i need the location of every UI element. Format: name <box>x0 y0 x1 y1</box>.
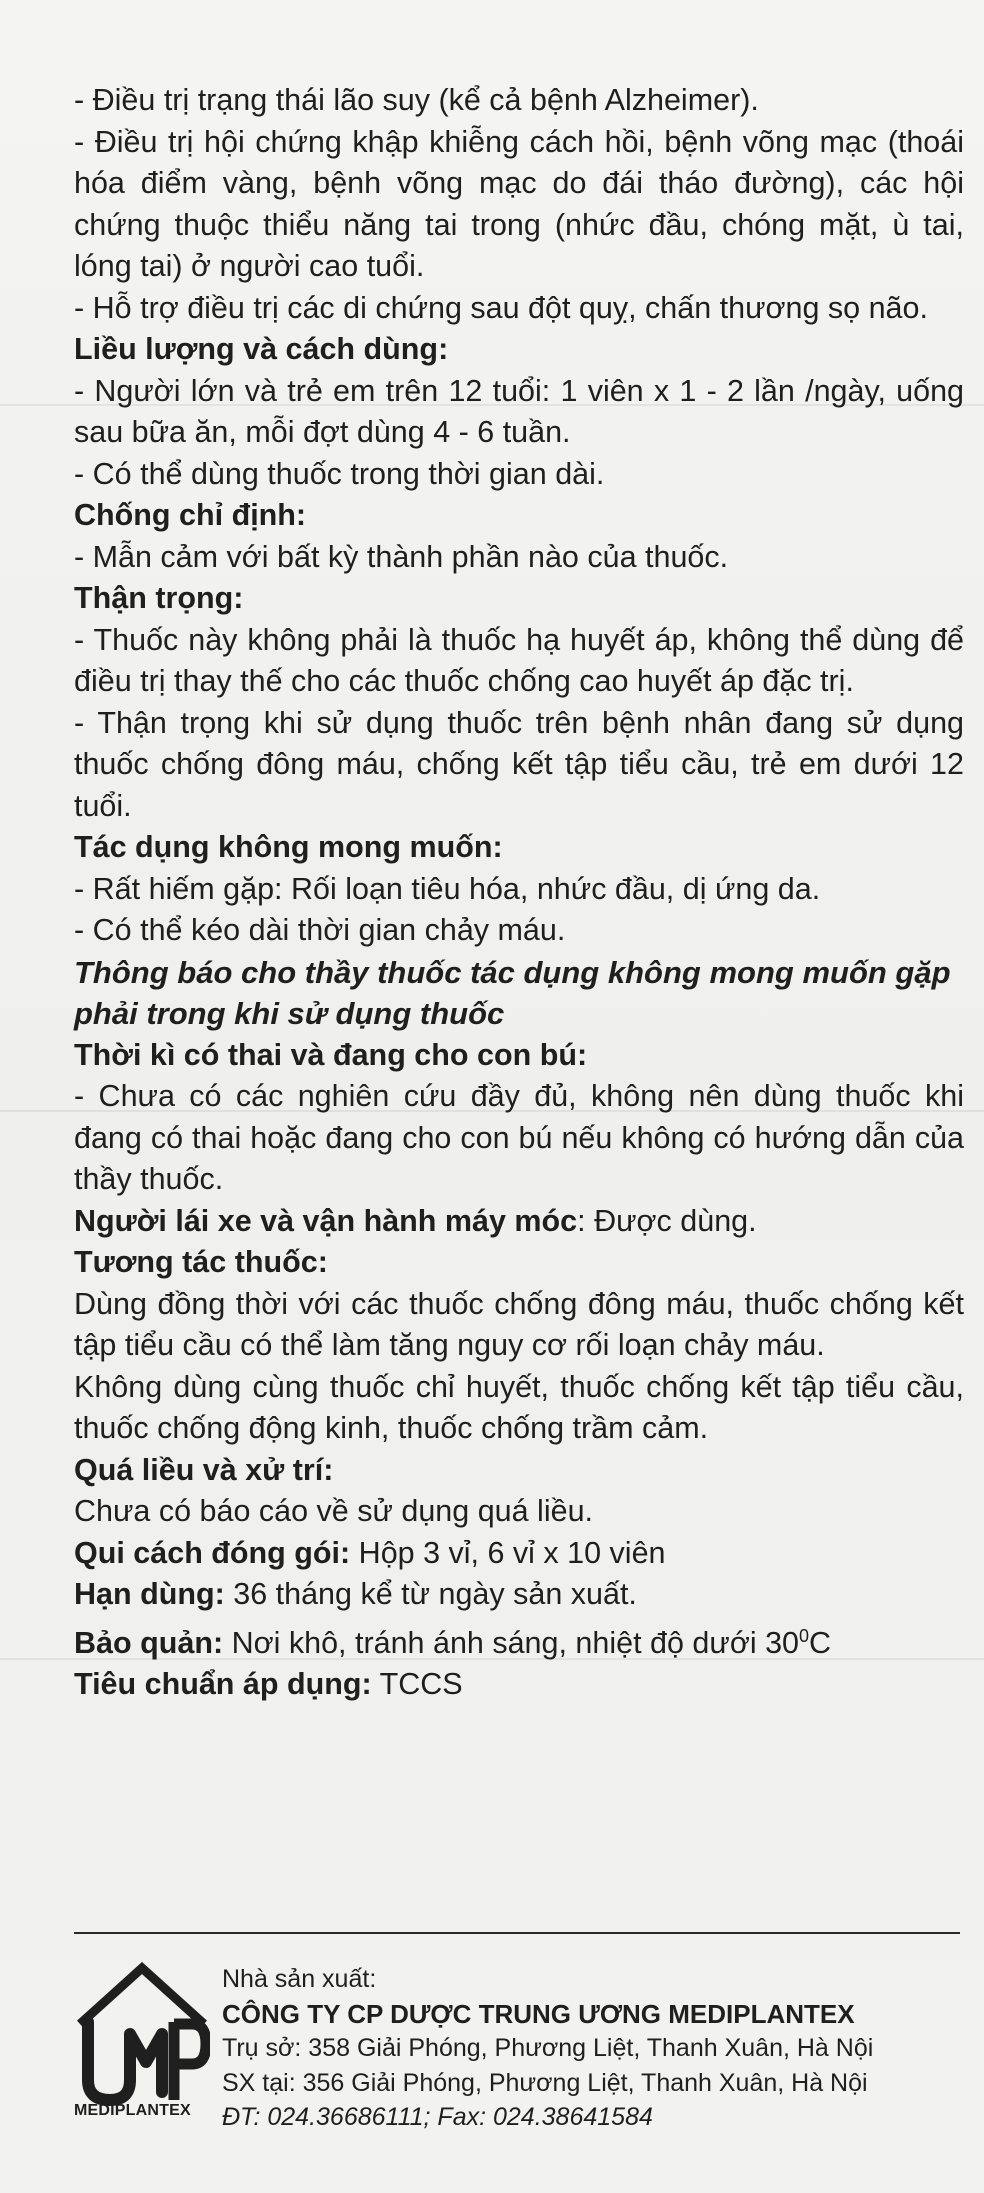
storage-line <box>74 1616 964 1665</box>
driving-line <box>74 1201 964 1243</box>
section-heading-interaction: Tương tác thuốc: <box>74 1245 328 1279</box>
indication-line: - Hỗ trợ điều trị các di chứng sau đột quỵ, chấn thương sọ não. <box>74 290 928 325</box>
storage-label: Bảo quản: <box>74 1625 224 1660</box>
pregnancy-line: - Chưa có các nghiên cứu đầy đủ, không nên dùng thuốc khi đang có thai hoặc đang cho con bú nếu không có hướng dẫn của thầy thuốc. <box>74 1079 964 1196</box>
section-heading-pregnancy: Thời kì có thai và đang cho con bú: <box>74 1037 588 1072</box>
storage-unit: C <box>809 1625 832 1660</box>
driving-label: Người lái xe và vận hành máy móc <box>74 1203 578 1238</box>
packing-value: Hộp 3 vỉ, 6 vỉ x 10 viên <box>350 1535 666 1570</box>
manufacturer-block <box>222 1962 972 2135</box>
adverse-report-notice: Thông báo cho thầy thuốc tác dụng không mong muốn gặp phải trong khi sử dụng thuốc <box>74 954 951 1031</box>
section-heading-side-effects: Tác dụng không mong muốn: <box>74 830 503 864</box>
section-heading-dosage: Liều lượng và cách dùng: <box>74 332 449 366</box>
leaflet-body <box>74 80 964 1706</box>
manufacturer-intro: Nhà sản xuất: <box>222 1965 377 1993</box>
standard-value: TCCS <box>371 1667 463 1702</box>
expiry-value: 36 tháng kể từ ngày sản xuất. <box>224 1577 637 1611</box>
caution-line: - Thận trọng khi sử dụng thuốc trên bệnh nhân đang sử dụng thuốc chống đông máu, chống kết tập tiểu cầu, trẻ em dưới 12 tuổi. <box>74 705 964 823</box>
section-heading-caution: Thận trọng: <box>74 581 244 615</box>
manufacturer-headquarters: Trụ sở: 358 Giải Phóng, Phương Liệt, Thanh Xuân, Hà Nội <box>222 2034 874 2062</box>
footer-divider <box>74 1932 960 1934</box>
storage-degree: 0 <box>799 1625 810 1646</box>
interaction-line: Dùng đồng thời với các thuốc chống đông máu, thuốc chống kết tập tiểu cầu có thể làm tăng nguy cơ rối loạn chảy máu. <box>74 1286 964 1362</box>
indication-line: - Điều trị hội chứng khập khiễng cách hồi, bệnh võng mạc (thoái hóa điểm vàng, bệnh võng mạc do đái tháo đường), các hội chứng thuộc thiểu năng tai trong (nhức đầu, chóng mặt, ù tai, lóng tai) ở người cao tuổi. <box>74 124 964 283</box>
manufacturer-plant: SX tại: 356 Giải Phóng, Phương Liệt, Thanh Xuân, Hà Nội <box>222 2068 868 2097</box>
mediplantex-logo-icon <box>74 1962 210 2112</box>
caution-line: - Thuốc này không phải là thuốc hạ huyết áp, không thể dùng để điều trị thay thế cho các thuốc chống cao huyết áp đặc trị. <box>74 622 964 698</box>
expiry-line <box>74 1574 964 1616</box>
driving-value: : Được dùng. <box>577 1203 757 1238</box>
packing-label: Qui cách đóng gói: <box>74 1535 351 1570</box>
standard-label: Tiêu chuẩn áp dụng: <box>74 1667 372 1702</box>
logo-wordmark: MEDIPLANTEX <box>74 2102 191 2119</box>
side-effect-line: - Rất hiếm gặp: Rối loạn tiêu hóa, nhức đầu, dị ứng da. <box>74 871 821 906</box>
manufacturer-company: CÔNG TY CP DƯỢC TRUNG ƯƠNG MEDIPLANTEX <box>222 1998 855 2029</box>
dosage-line: - Có thể dùng thuốc trong thời gian dài. <box>74 456 605 491</box>
side-effect-line: - Có thể kéo dài thời gian chảy máu. <box>74 913 566 947</box>
packing-line <box>74 1533 964 1575</box>
contraindication-line: - Mẫn cảm với bất kỳ thành phần nào của thuốc. <box>74 539 729 574</box>
overdose-line: Chưa có báo cáo về sử dụng quá liều. <box>74 1494 594 1528</box>
expiry-label: Hạn dùng: <box>74 1577 225 1611</box>
indication-line: - Điều trị trạng thái lão suy (kể cả bệnh Alzheimer). <box>74 83 759 117</box>
section-heading-contraindication: Chống chỉ định: <box>74 498 307 532</box>
dosage-line: - Người lớn và trẻ em trên 12 tuổi: 1 viên x 1 - 2 lần /ngày, uống sau bữa ăn, mỗi đợt dùng 4 - 6 tuần. <box>74 373 964 449</box>
manufacturer-contact: ĐT: 024.36686111; Fax: 024.38641584 <box>222 2103 653 2131</box>
storage-value: Nơi khô, tránh ánh sáng, nhiệt độ dưới 30 <box>223 1625 799 1660</box>
interaction-line: Không dùng cùng thuốc chỉ huyết, thuốc chống kết tập tiểu cầu, thuốc chống động kinh, thuốc chống trầm cảm. <box>74 1369 964 1445</box>
section-heading-overdose: Quá liều và xử trí: <box>74 1452 334 1487</box>
standard-line <box>74 1664 964 1706</box>
